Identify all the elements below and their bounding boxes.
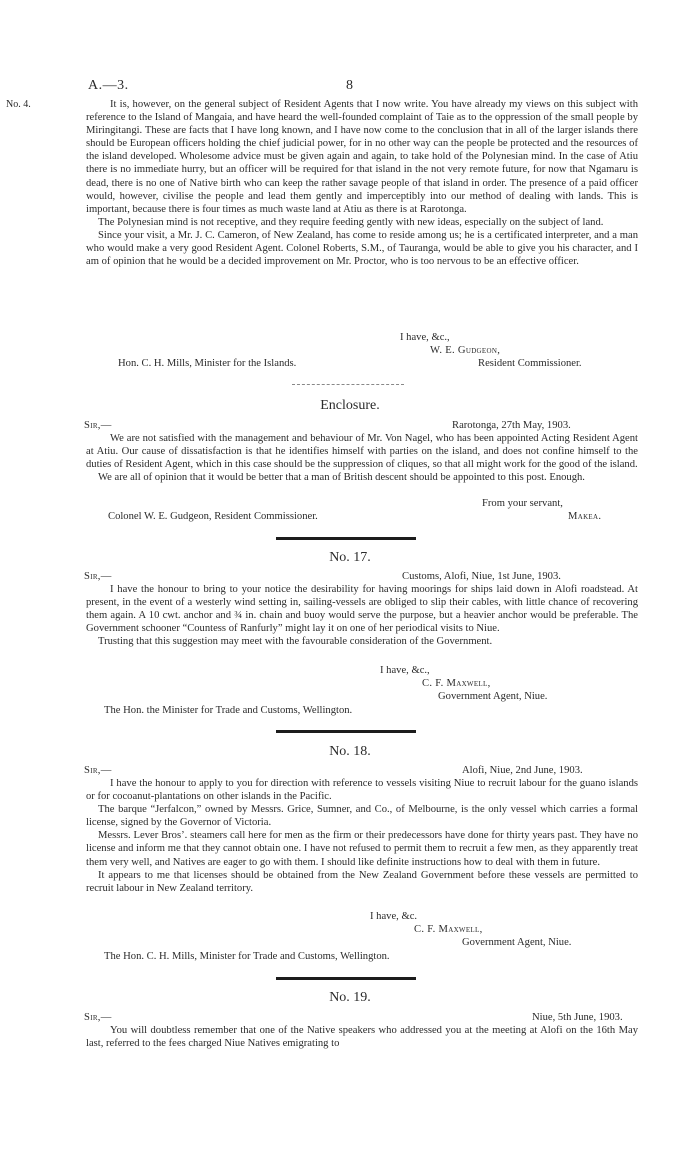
enclosure-title: Enclosure. xyxy=(320,398,380,413)
paragraph: You will doubtless remember that one of the Native speakers who addressed you at the meeting at Alofi on the 16th May last, referred to the fees charged Niue Natives emigrating to xyxy=(86,1025,638,1050)
paragraph: It appears to me that licenses should be obtained from the New Zealand Government before these vessels are permitted to recruit labour in New Zealand territory. xyxy=(86,869,638,894)
paragraph: Messrs. Lever Bros’. steamers call here for men as the firm or their predecessors have done for thirty years past. They have no license and inform me that they cannot obtain one. I have not refused to permit them to recruit a few men, as they apparently treat them very well, and Natives are eager to go with them. I should like definite instructions how to deal with them in future. xyxy=(86,830,638,868)
section-rule xyxy=(276,730,416,733)
paragraph: The Polynesian mind is not receptive, and they require feeding gently with new ideas, especially on the subject of land. xyxy=(98,216,604,228)
paragraph: I have the honour to bring to your notice the desirability for having moorings for ships laid down in Alofi roadstead. At present, in the event of a westerly wind setting in, sailing-vessels are obliged to slip their cables, with little chance of recovering them again. A 10 cwt. anchor and ¾ in. chain and buoy would serve the purpose, but a heavier anchor would be preferable. The Government schooner “Countess of Ranfurly” might lay it on one of her periodical visits to Niue. xyxy=(86,584,638,635)
letter-continuation-body xyxy=(86,98,638,268)
addressee: The Hon. C. H. Mills, Minister for Trade and Customs, Wellington. xyxy=(104,951,390,962)
no17-body xyxy=(86,583,638,648)
addressee: Colonel W. E. Gudgeon, Resident Commissioner. xyxy=(108,511,318,522)
place-date: Alofi, Niue, 2nd June, 1903. xyxy=(462,765,583,776)
no18-title: No. 18. xyxy=(329,744,371,759)
section-rule xyxy=(276,977,416,980)
paragraph: I have the honour to apply to you for direction with reference to vessels visiting Niue to recruit labour for the guano islands or for cocoanut-plantations on other islands in the Pacific. xyxy=(86,778,638,803)
paragraph: Trusting that this suggestion may meet with the favourable consideration of the Government. xyxy=(98,636,493,648)
no18-body xyxy=(86,777,638,895)
section-rule xyxy=(276,537,416,540)
paragraph: We are all of opinion that it would be better that a man of British descent should be appointed to this post. Enough. xyxy=(98,472,585,484)
paragraph: It is, however, on the general subject of Resident Agents that I now write. You have already my views on this subject with reference to the Island of Mangaia, and have heard the well-founded complaint of Taie as to the oppression of the small people by Miringitangi. These are facts that I have long known, and I have now come to the conclusion that in all of the larger islands there should be European officers holding the chief judicial power, for in no other way can the people be protected and the resources of the island developed. Wholesome advice must be given again and again, to take hold of the Polynesian mind. In the case of Atiu there is no immediate hurry, but an officer will be required for that island in the not very remote future, for now that Ngamaru is dead, there is no one of Native birth who can keep the rather savage people of that island in order. The presence of a paid officer would, however, civilise the people and lead them gently and imperceptibly into our method of dealing with lands. This is important, because there is four times as much waste land at Atiu as there is at Rarotonga. xyxy=(86,99,638,215)
page-number: 8 xyxy=(346,78,354,93)
place-date: Niue, 5th June, 1903. xyxy=(532,1012,623,1023)
closing: From your servant, xyxy=(482,498,563,509)
signatory-title: Government Agent, Niue. xyxy=(438,691,548,702)
closing: I have, &c., xyxy=(400,332,450,343)
salutation: Sir,— xyxy=(84,765,112,776)
no17-title: No. 17. xyxy=(329,550,371,565)
enclosure-body xyxy=(86,432,638,484)
addressee: The Hon. the Minister for Trade and Customs, Wellington. xyxy=(104,705,353,716)
salutation: Sir,— xyxy=(84,420,112,431)
no19-title: No. 19. xyxy=(329,990,371,1005)
place-date: Rarotonga, 27th May, 1903. xyxy=(452,420,571,431)
no19-body xyxy=(86,1024,638,1050)
closing: I have, &c. xyxy=(370,911,418,922)
addressee: Hon. C. H. Mills, Minister for the Islands. xyxy=(118,358,297,369)
series-code: A.—3. xyxy=(88,78,129,93)
signatory: Makea. xyxy=(568,511,602,522)
place-date: Customs, Alofi, Niue, 1st June, 1903. xyxy=(402,571,561,582)
salutation: Sir,— xyxy=(84,1012,112,1023)
section-divider xyxy=(292,384,404,385)
margin-note: No. 4. xyxy=(6,99,31,110)
signatory: W. E. Gudgeon, xyxy=(430,345,501,356)
signatory: C. F. Maxwell, xyxy=(422,678,491,689)
paragraph: We are not satisfied with the management and behaviour of Mr. Von Nagel, who has been appointed Acting Resident Agent at Atiu. Our cause of dissatisfaction is that he identifies himself with parties on the island, and does not confine himself to the duties of Resident Agent, which in this case should be the suppression of cliques, so that all might work for the good of the island. xyxy=(86,433,638,471)
salutation: Sir,— xyxy=(84,571,112,582)
signatory: C. F. Maxwell, xyxy=(414,924,483,935)
closing: I have, &c., xyxy=(380,665,430,676)
paragraph: Since your visit, a Mr. J. C. Cameron, of New Zealand, has come to reside among us; he is a certificated interpreter, and a man who would make a very good Resident Agent. Colonel Roberts, S.M., of Tauranga, would be able to give you his character, and I am of opinion that he would be a decided improvement on Mr. Proctor, who is too nervous to be an effective officer. xyxy=(86,229,638,268)
paragraph: The barque “Jerfalcon,” owned by Messrs. Grice, Sumner, and Co., of Melbourne, is the only vessel which carries a formal license, signed by the Governor of Victoria. xyxy=(86,804,638,829)
signatory-title: Government Agent, Niue. xyxy=(462,937,572,948)
signatory-title: Resident Commissioner. xyxy=(478,358,582,369)
